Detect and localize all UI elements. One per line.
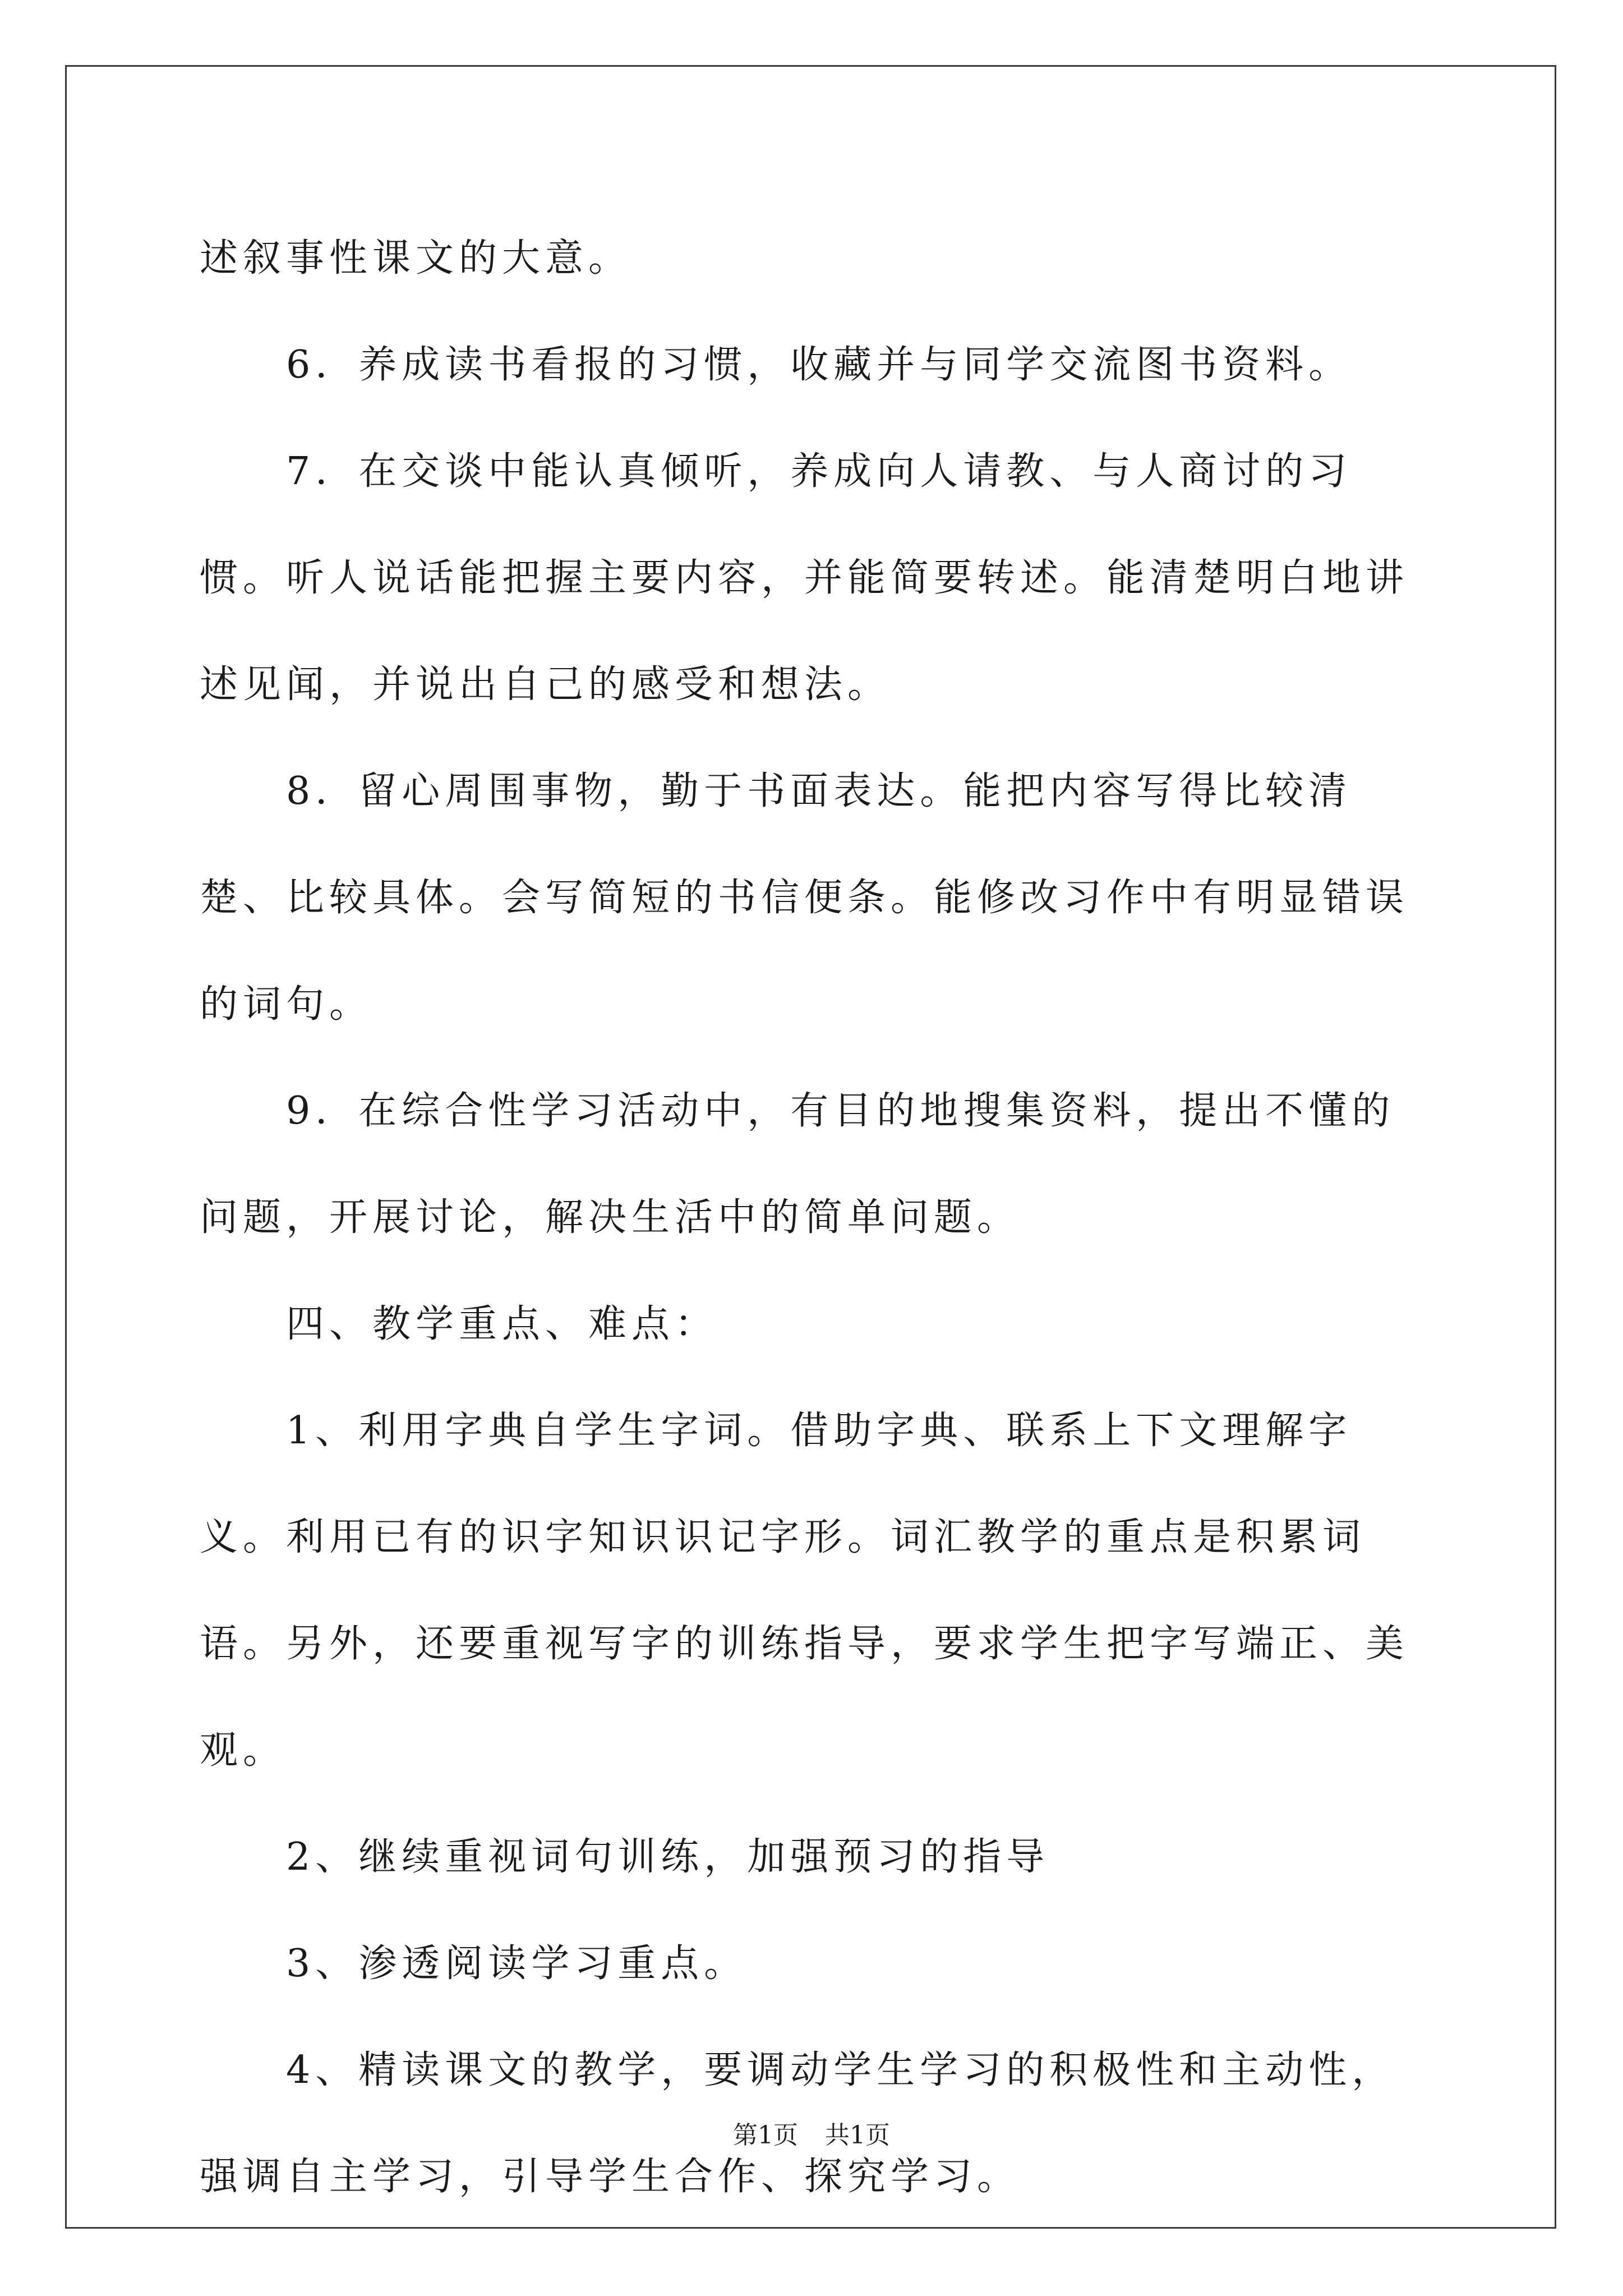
paragraph-7: 1、利用字典自学生字词。借助字典、联系上下文理解字义。利用已有的识字知识识记字形。词汇教学的重点是积累词语。另外，还要重视写字的训练指导，要求学生把字写端正、美观。 [200,1409,1409,1773]
paragraph-4: 8．留心周围事物，勤于书面表达。能把内容写得比较清楚、比较具体。会写简短的书信便条。能修改习作中有明显错误的词句。 [200,769,1409,1027]
paragraph-5: 9．在综合性学习活动中，有目的地搜集资料，提出不懂的问题，开展讨论，解决生活中的简单问题。 [200,1089,1395,1240]
paragraph-8: 2、继续重视词句训练，加强预习的指导 [286,1835,1050,1879]
paragraph-2: 6．养成读书看报的习惯，收藏并与同学交流图书资料。 [286,343,1352,387]
paragraph-3: 7．在交谈中能认真倾听，养成向人请教、与人商讨的习惯。听人说话能把握主要内容，并能简要转述。能清楚明白地讲述见闻，并说出自己的感受和想法。 [200,449,1409,707]
document-body [200,205,1422,2230]
page-footer [0,2115,1623,2151]
paragraph-9: 3、渗透阅读学习重点。 [286,1941,748,1986]
page-number: 第1页 [733,2121,798,2150]
paragraph-1: 述叙事性课文的大意。 [200,236,632,280]
paragraph-10: 4、精读课文的教学，要调动学生学习的积极性和主动性，强调自主学习，引导学生合作、探究学习。 [200,2048,1395,2199]
section-heading: 四、教学重点、难点： [286,1302,718,1346]
page-total: 共1页 [825,2121,890,2150]
